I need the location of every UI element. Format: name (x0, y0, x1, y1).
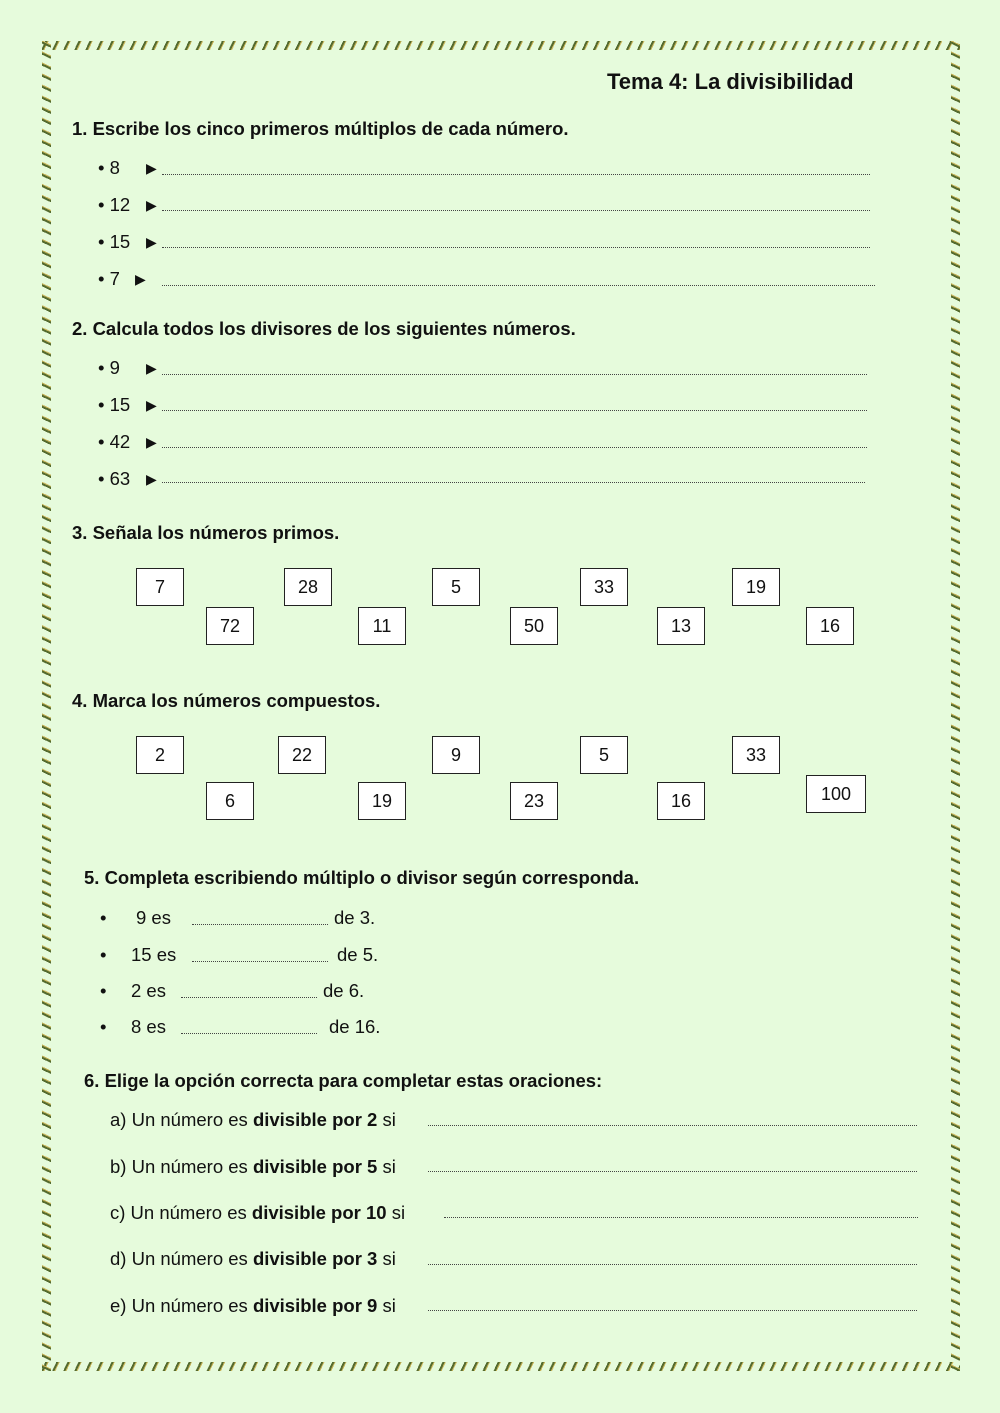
exercise-2-heading: 2. Calcula todos los divisores de los siguientes números. (72, 318, 576, 339)
number-box[interactable]: 19 (732, 568, 780, 606)
exercise-1-item: • 12 (98, 194, 131, 215)
number-box[interactable]: 6 (206, 782, 254, 820)
number-box[interactable]: 11 (358, 607, 406, 645)
answer-line[interactable] (181, 1033, 317, 1034)
exercise-6-sentence: d) Un número es divisible por 3 si (110, 1248, 396, 1269)
exercise-2-item: • 15 (98, 394, 131, 415)
bullet-icon: • (100, 1016, 107, 1037)
answer-line[interactable] (192, 924, 328, 925)
answer-line[interactable] (444, 1217, 918, 1218)
exercise-6-sentence: b) Un número es divisible por 5 si (110, 1156, 396, 1177)
answer-line[interactable] (162, 410, 867, 411)
answer-line[interactable] (162, 174, 870, 175)
exercise-5-text: de 5. (337, 944, 379, 965)
arrow-icon: ▶ (146, 471, 157, 487)
number-box[interactable]: 72 (206, 607, 254, 645)
answer-line[interactable] (428, 1310, 917, 1311)
answer-line[interactable] (162, 482, 865, 483)
answer-line[interactable] (162, 447, 867, 448)
exercise-3-heading: 3. Señala los números primos. (72, 522, 340, 543)
number-box[interactable]: 100 (806, 775, 866, 813)
number-box[interactable]: 16 (657, 782, 705, 820)
exercise-5-heading: 5. Completa escribiendo múltiplo o divisor según corresponda. (84, 867, 640, 888)
number-box[interactable]: 22 (278, 736, 326, 774)
exercise-2-item: • 42 (98, 431, 131, 452)
answer-line[interactable] (181, 997, 317, 998)
border-bottom (42, 1362, 960, 1371)
arrow-icon: ▶ (146, 197, 157, 213)
exercise-6-heading: 6. Elige la opción correcta para completar estas oraciones: (84, 1070, 603, 1091)
answer-line[interactable] (162, 210, 870, 211)
bullet-icon: • (100, 907, 107, 928)
arrow-icon: ▶ (135, 271, 146, 287)
number-box[interactable]: 5 (580, 736, 628, 774)
exercise-5-text: de 3. (334, 907, 376, 928)
exercise-2-item: • 9 (98, 357, 120, 378)
answer-line[interactable] (162, 247, 870, 248)
exercise-6-sentence: e) Un número es divisible por 9 si (110, 1295, 396, 1316)
arrow-icon: ▶ (146, 397, 157, 413)
number-box[interactable]: 9 (432, 736, 480, 774)
exercise-1-item: • 7 (98, 268, 120, 289)
answer-line[interactable] (162, 285, 875, 286)
exercise-6-sentence: c) Un número es divisible por 10 si (110, 1202, 406, 1223)
exercise-5-text: de 6. (323, 980, 365, 1001)
number-box[interactable]: 33 (732, 736, 780, 774)
number-box[interactable]: 33 (580, 568, 628, 606)
border-top (42, 41, 960, 50)
exercise-5-text: 15 es (131, 944, 177, 965)
arrow-icon: ▶ (146, 434, 157, 450)
number-box[interactable]: 28 (284, 568, 332, 606)
number-box[interactable]: 19 (358, 782, 406, 820)
exercise-5-text: 2 es (131, 980, 166, 1001)
exercise-6-sentence: a) Un número es divisible por 2 si (110, 1109, 396, 1130)
arrow-icon: ▶ (146, 360, 157, 376)
number-box[interactable]: 2 (136, 736, 184, 774)
exercise-1-item: • 15 (98, 231, 131, 252)
exercise-5-text: de 16. (329, 1016, 381, 1037)
border-right (951, 41, 960, 1371)
number-box[interactable]: 50 (510, 607, 558, 645)
number-box[interactable]: 23 (510, 782, 558, 820)
exercise-4-heading: 4. Marca los números compuestos. (72, 690, 381, 711)
exercise-5-text: 9 es (136, 907, 171, 928)
number-box[interactable]: 16 (806, 607, 854, 645)
arrow-icon: ▶ (146, 234, 157, 250)
bullet-icon: • (100, 980, 107, 1001)
answer-line[interactable] (428, 1264, 917, 1265)
answer-line[interactable] (428, 1171, 917, 1172)
border-left (42, 41, 51, 1371)
answer-line[interactable] (428, 1125, 917, 1126)
number-box[interactable]: 7 (136, 568, 184, 606)
exercise-2-item: • 63 (98, 468, 131, 489)
answer-line[interactable] (192, 961, 328, 962)
exercise-5-text: 8 es (131, 1016, 166, 1037)
bullet-icon: • (100, 944, 107, 965)
exercise-1-heading: 1. Escribe los cinco primeros múltiplos de cada número. (72, 118, 569, 139)
page-title: Tema 4: La divisibilidad (607, 69, 854, 94)
number-box[interactable]: 5 (432, 568, 480, 606)
exercise-1-item: • 8 (98, 157, 120, 178)
arrow-icon: ▶ (146, 160, 157, 176)
answer-line[interactable] (162, 374, 867, 375)
number-box[interactable]: 13 (657, 607, 705, 645)
